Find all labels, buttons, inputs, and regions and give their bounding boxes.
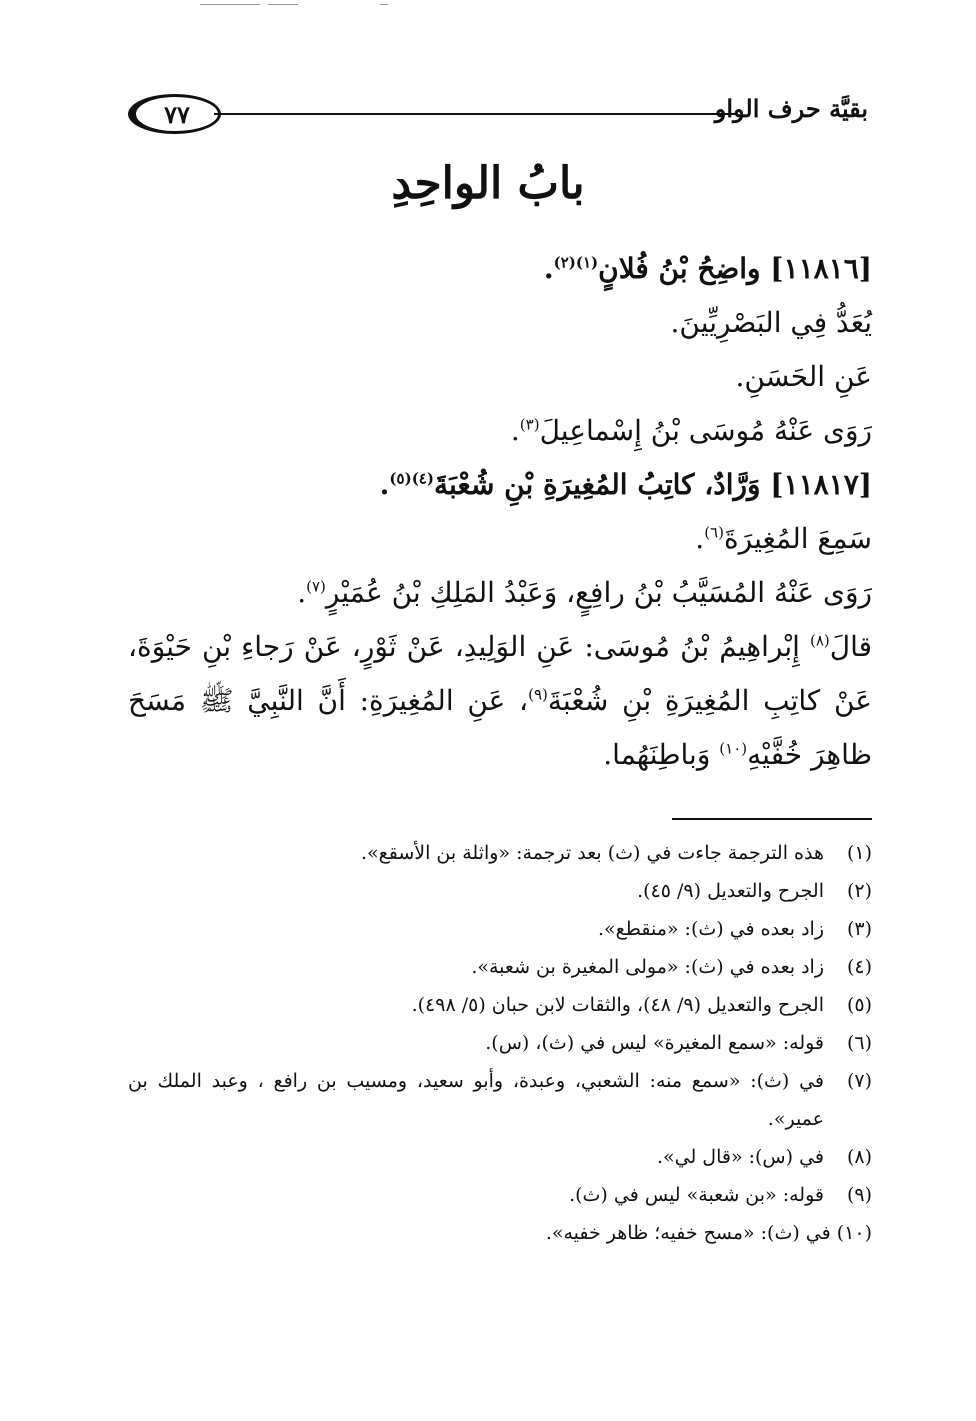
hadith-paragraph: قالَ$^{(٨)}$ إِبْراهِيمُ بْنُ مُوسَى: عَنِ الوَلِيدِ، عَنْ ثَوْرٍ، عَنْ رَجاءِ بْنِ حَيْوَةَ، عَنْ كاتِبِ المُغِيرَةِ بْنِ شُعْبَةَ$^{(٩)}$، عَنِ المُغِيرَةِ: أَنَّ النَّبِيَّ ﷺ مَسَحَ ظاهِرَ خُفَّيْهِ$^{(١٠)}$ وَباطِنَهُما. — [128, 630, 872, 771]
text-line: عَنِ الحَسَنِ. — [735, 360, 872, 393]
scan-mark — [268, 4, 298, 5]
footnote — [128, 872, 872, 910]
footnote-separator — [672, 818, 872, 820]
scan-mark — [380, 4, 388, 5]
footnote-ref: (١٠) — [719, 739, 748, 758]
footnote — [128, 1176, 872, 1214]
footnote-text: قوله: «بن شعبة» ليس في (ث). — [569, 1184, 824, 1206]
footnote-number: (٤) — [846, 956, 872, 978]
chapter-title: بابُ الواحِدِ — [391, 158, 585, 209]
footnote-text: قوله: «سمع المغيرة» ليس في (ث)، (س). — [485, 1032, 824, 1054]
footnote-number: (٦) — [846, 1032, 872, 1054]
footnote — [128, 1062, 872, 1138]
page-header — [118, 86, 868, 142]
footnote-number: (٥) — [846, 994, 872, 1016]
footnote — [128, 986, 872, 1024]
footnote-number: (١٠) — [836, 1222, 872, 1244]
footnote-text: زاد بعده في (ث): «مولى المغيرة بن شعبة». — [471, 956, 824, 978]
footnote-text: في (س): «قال لي». — [656, 1146, 824, 1168]
footnote-text: الجرح والتعديل (٩/ ٤٥). — [637, 880, 824, 902]
text-line: يُعَدُّ فِي البَصْرِيِّينَ. — [670, 306, 872, 339]
entry-heading: [١١٨١٦] واضِحُ بْنُ فُلانٍ$^{(١)(٢)}$. — [543, 252, 872, 285]
footnote-text: في (ث): «سمع منه: الشعبي، وعبدة، وأبو سعيد، ومسيب بن رافع ، وعبد الملك بن عمير». — [128, 1070, 824, 1130]
page-number: ٧٧ — [164, 99, 190, 129]
footnote-number: (٨) — [846, 1146, 872, 1168]
footnote-number: (٣) — [846, 918, 872, 940]
footnote-ref: (٧) — [306, 577, 326, 596]
footnote-ref: (٤)(٥) — [389, 469, 434, 488]
page-number-badge — [128, 94, 221, 134]
main-text — [128, 242, 872, 782]
footnote-ref: (٨) — [809, 631, 830, 650]
footnote — [128, 948, 872, 986]
footnote-number: (٧) — [846, 1070, 872, 1092]
header-rule — [214, 113, 736, 115]
footnote-ref: (٦) — [704, 523, 724, 542]
footnote-ref: (٩) — [528, 685, 548, 704]
footnote — [128, 834, 872, 872]
footnotes — [128, 834, 872, 1252]
text-line: رَوَى عَنْهُ مُوسَى بْنُ إِسْماعِيلَ$^{(٣)}$. — [510, 414, 872, 447]
footnote — [128, 910, 872, 948]
footnote-text: زاد بعده في (ث): «منقطع». — [598, 918, 824, 940]
footnote-text: الجرح والتعديل (٩/ ٤٨)، والثقات لابن حبان (٥/ ٤٩٨). — [411, 994, 824, 1016]
text-line: سَمِعَ المُغِيرَةَ$^{(٦)}$. — [695, 522, 872, 555]
footnote — [128, 1214, 872, 1252]
footnote — [128, 1138, 872, 1176]
text-line: رَوَى عَنْهُ المُسَيَّبُ بْنُ رافِعٍ، وَعَبْدُ المَلِكِ بْنُ عُمَيْرٍ$^{(٧)}$. — [297, 576, 872, 609]
footnote-ref: (١)(٢) — [553, 253, 599, 272]
running-title: بقيَّة حرف الواو — [714, 94, 868, 123]
footnote-ref: (٣) — [519, 415, 540, 434]
footnote-number: (٩) — [846, 1184, 872, 1206]
footnote-number: (٢) — [846, 880, 872, 902]
footnote-text: في (ث): «مسح خفيه؛ ظاهر خفيه». — [545, 1222, 831, 1244]
entry-heading: [١١٨١٧] وَرَّادٌ، كاتِبُ المُغِيرَةِ بْنِ شُعْبَةَ$^{(٤)(٥)}$. — [379, 468, 872, 501]
footnote — [128, 1024, 872, 1062]
footnote-text: هذه الترجمة جاءت في (ث) بعد ترجمة: «واثلة بن الأسقع». — [360, 842, 824, 864]
footnote-number: (١) — [846, 842, 872, 864]
scan-mark — [200, 4, 260, 5]
